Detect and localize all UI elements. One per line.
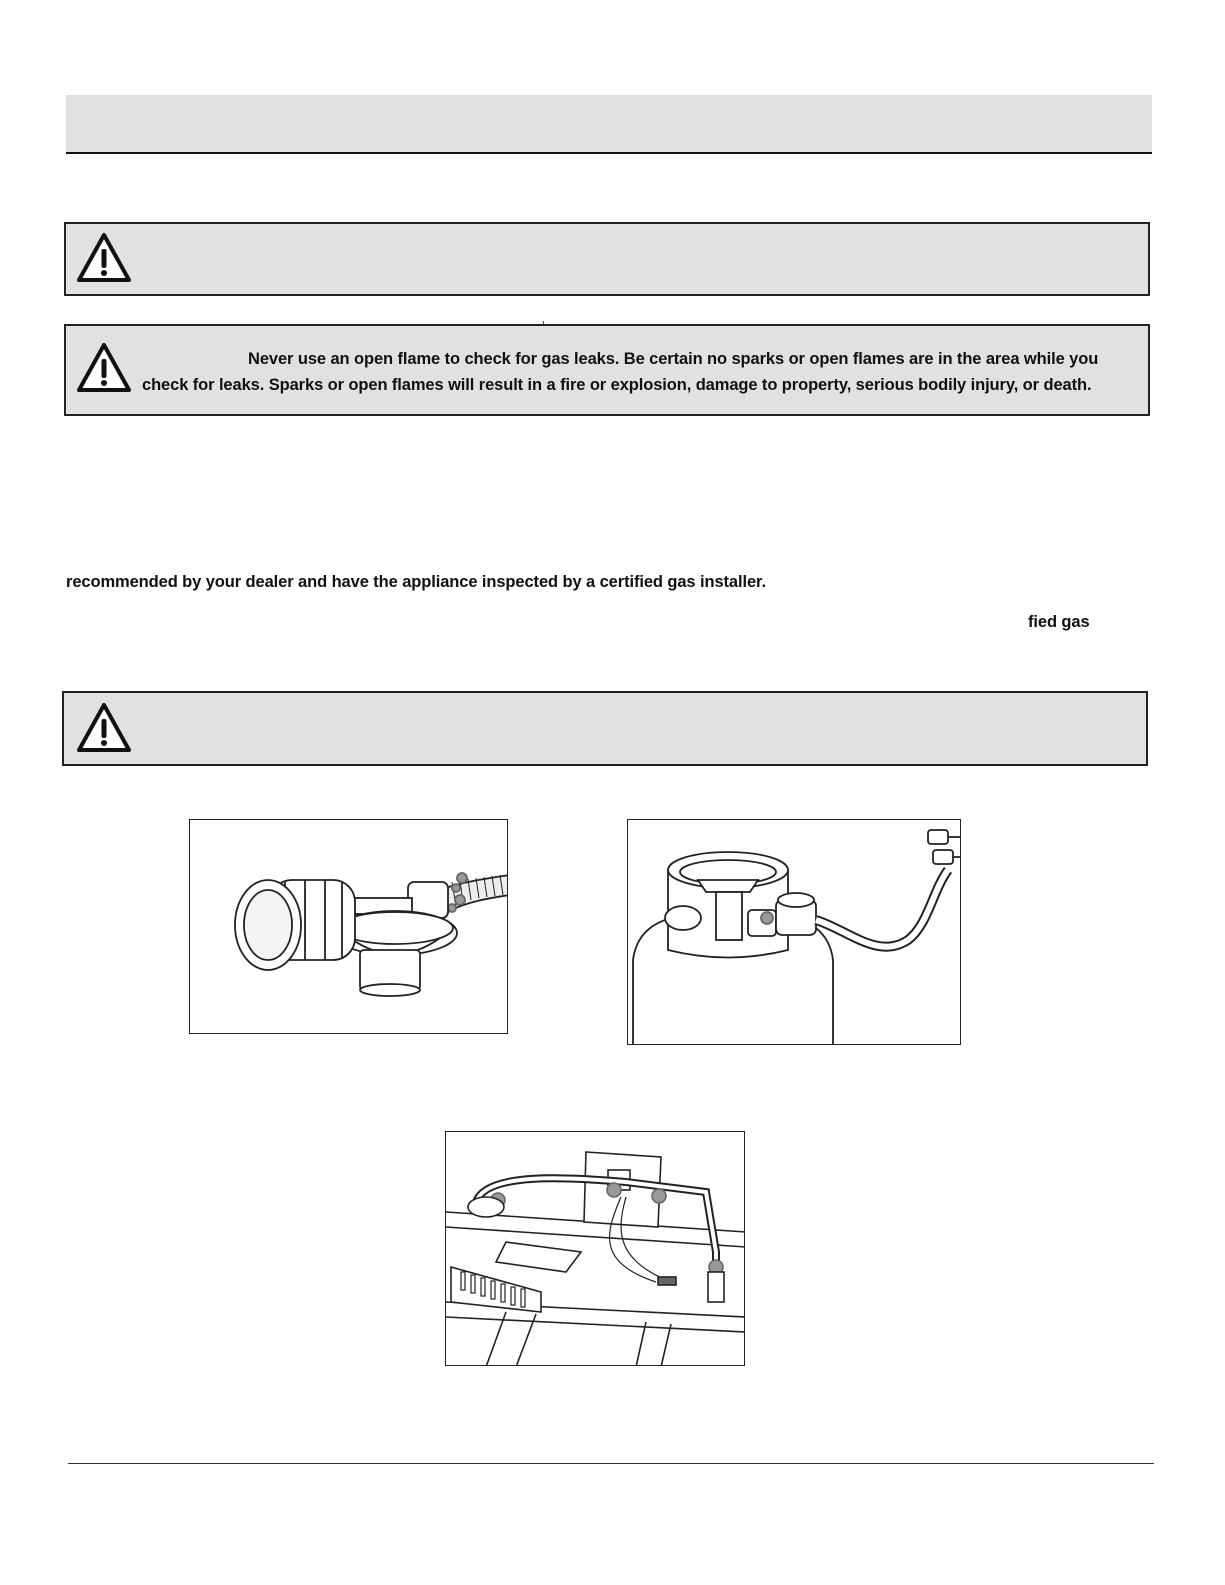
warning-triangle-icon bbox=[76, 232, 132, 284]
regulator-illustration bbox=[190, 820, 508, 1034]
figure-tank bbox=[627, 819, 961, 1045]
warning-triangle-icon bbox=[76, 702, 132, 754]
figure-manifold bbox=[445, 1131, 745, 1366]
warning-triangle-icon bbox=[76, 342, 132, 394]
body-line-dealer: recommended by your dealer and have the appliance inspected by a certified gas installer. bbox=[66, 573, 766, 591]
warning-box-3 bbox=[62, 691, 1148, 766]
section-header-band bbox=[66, 95, 1152, 154]
warning-box-1 bbox=[64, 222, 1150, 296]
manifold-illustration bbox=[446, 1132, 745, 1366]
figure-regulator bbox=[189, 819, 508, 1034]
warning-line-2: check for leaks. Sparks or open flames will result in a fire or explosion, damage to property, serious bodily injury, or death. bbox=[142, 376, 1092, 394]
warning-line-1: Never use an open flame to check for gas leaks. Be certain no sparks or open flames are in the area while you bbox=[248, 350, 1099, 368]
body-fragment-gas: fied gas bbox=[1028, 613, 1090, 631]
warning-text bbox=[142, 346, 1128, 398]
tank-illustration bbox=[628, 820, 961, 1045]
footer-rule bbox=[68, 1463, 1154, 1464]
warning-box-open-flame bbox=[64, 324, 1150, 416]
